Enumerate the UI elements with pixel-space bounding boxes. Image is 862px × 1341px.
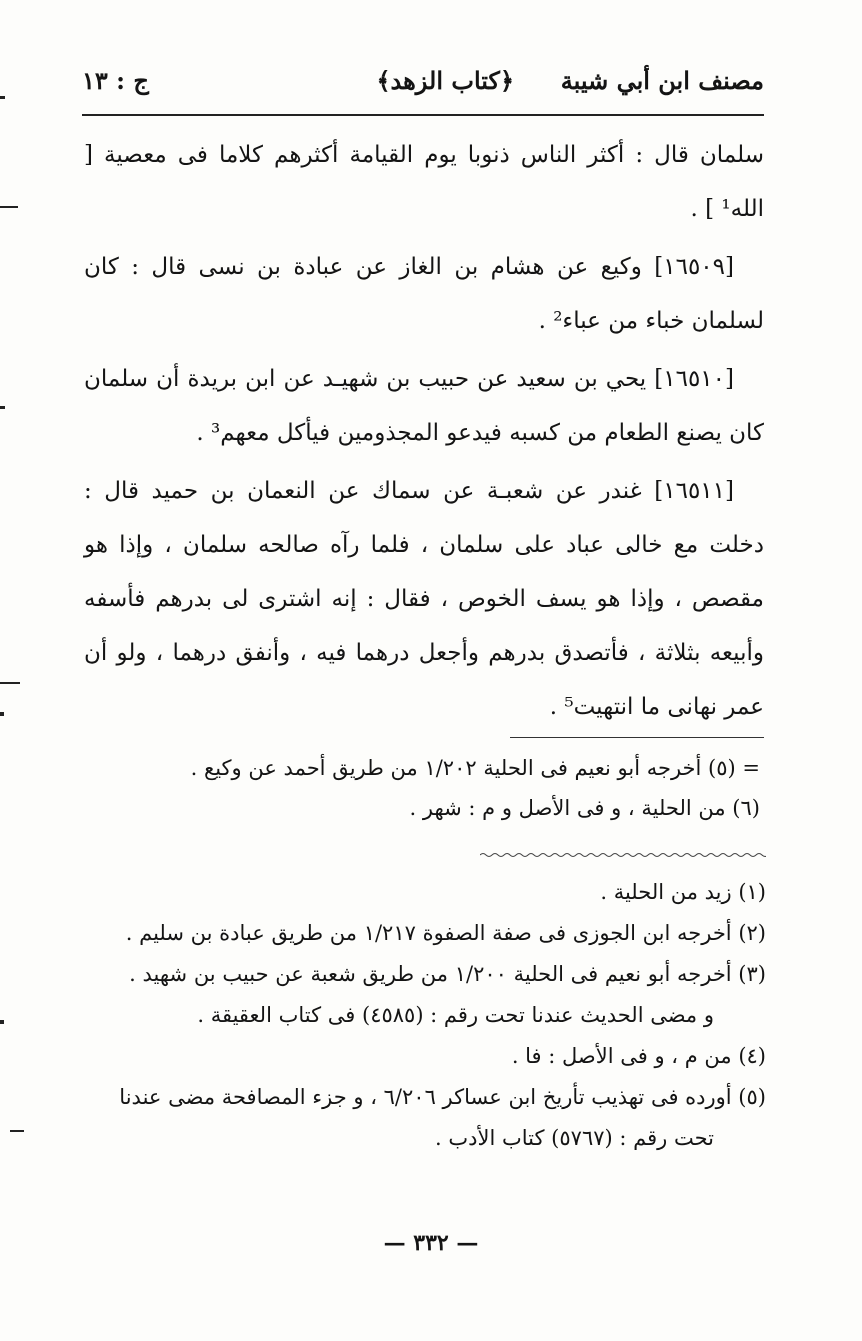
footnotes <box>84 872 766 1159</box>
footnote: = (٥) أخرجه أبو نعيم فى الحلية ١/٢٠٢ من طريق أحمد عن وكيع . <box>190 756 760 780</box>
scan-mark <box>0 96 5 99</box>
footnote: (٤) من م ، و فى الأصل : فا . <box>511 1044 766 1068</box>
section-title: ﴿كتاب الزهد﴾ <box>376 66 514 95</box>
scan-mark <box>0 406 5 409</box>
scan-mark <box>0 1020 4 1024</box>
hadith-16510: [١٦٥١٠] يحي بن سعيد عن حبيب بن شهيـد عن ابن بريدة أن سلمان كان يصنع الطعام من كسبه فيدعو المجذومين فيأكل معهم³ . <box>84 366 764 446</box>
scan-mark <box>0 712 4 716</box>
footnote: (١) زيد من الحلية . <box>600 880 766 904</box>
running-header <box>82 66 764 106</box>
volume-number: ج : ١٣ <box>82 66 149 95</box>
wavy-separator <box>480 852 766 858</box>
hadith-16509: [١٦٥٠٩] وكيع عن هشام بن الغاز عن عبادة بن نسى قال : كان لسلمان خباء من عباء² . <box>84 254 764 334</box>
main-text <box>84 128 764 738</box>
page-number: — ٣٣٢ — <box>383 1230 479 1256</box>
hadith-16511: [١٦٥١١] غندر عن شعبـة عن سماك عن النعمان بن حميد قال : دخلت مع خالى عباد على سلمان ، فلما رآه صالحه سلمان ، وإذا هو مقصص ، وإذا هو يسف الخوص ، فقال : إنه اشترى لى بدرهم فأسفه وأبيعه بثلاثة ، فأتصدق بدرهم وأجعل درهما فيه ، وأنفق درهما ، ولو أن عمر نهانى ما انتهيت⁵ . <box>84 478 764 720</box>
footnote-rule <box>510 737 764 738</box>
footnote-continuation: و مضى الحديث عندنا تحت رقم : (٤٥٨٥) فى كتاب العقيقة . <box>197 1003 714 1027</box>
footnote: (٦) من الحلية ، و فى الأصل و م : شهر . <box>409 796 760 820</box>
footnote: (٢) أخرجه ابن الجوزى فى صفة الصفوة ١/٢١٧ من طريق عبادة بن سليم . <box>125 921 766 945</box>
scan-mark <box>0 206 18 208</box>
footnote: (٣) أخرجه أبو نعيم فى الحلية ١/٢٠٠ من طريق شعبة عن حبيب بن شهيد . <box>129 962 766 986</box>
scan-mark <box>10 1130 24 1132</box>
footnote-continuation: تحت رقم : (٥٧٦٧) كتاب الأدب . <box>435 1126 714 1150</box>
scan-mark <box>0 682 20 684</box>
previous-page-footnotes <box>120 748 760 828</box>
footnote: (٥) أورده فى تهذيب تأريخ ابن عساكر ٦/٢٠٦ ، و جزء المصافحة مضى عندنا <box>119 1085 766 1109</box>
text-paragraph: سلمان قال : أكثر الناس ذنوبا يوم القيامة أكثرهم كلاما فى معصية [ الله¹ ] . <box>84 142 764 222</box>
book-title: مصنف ابن أبي شيبة <box>560 66 764 95</box>
header-rule <box>82 114 764 116</box>
